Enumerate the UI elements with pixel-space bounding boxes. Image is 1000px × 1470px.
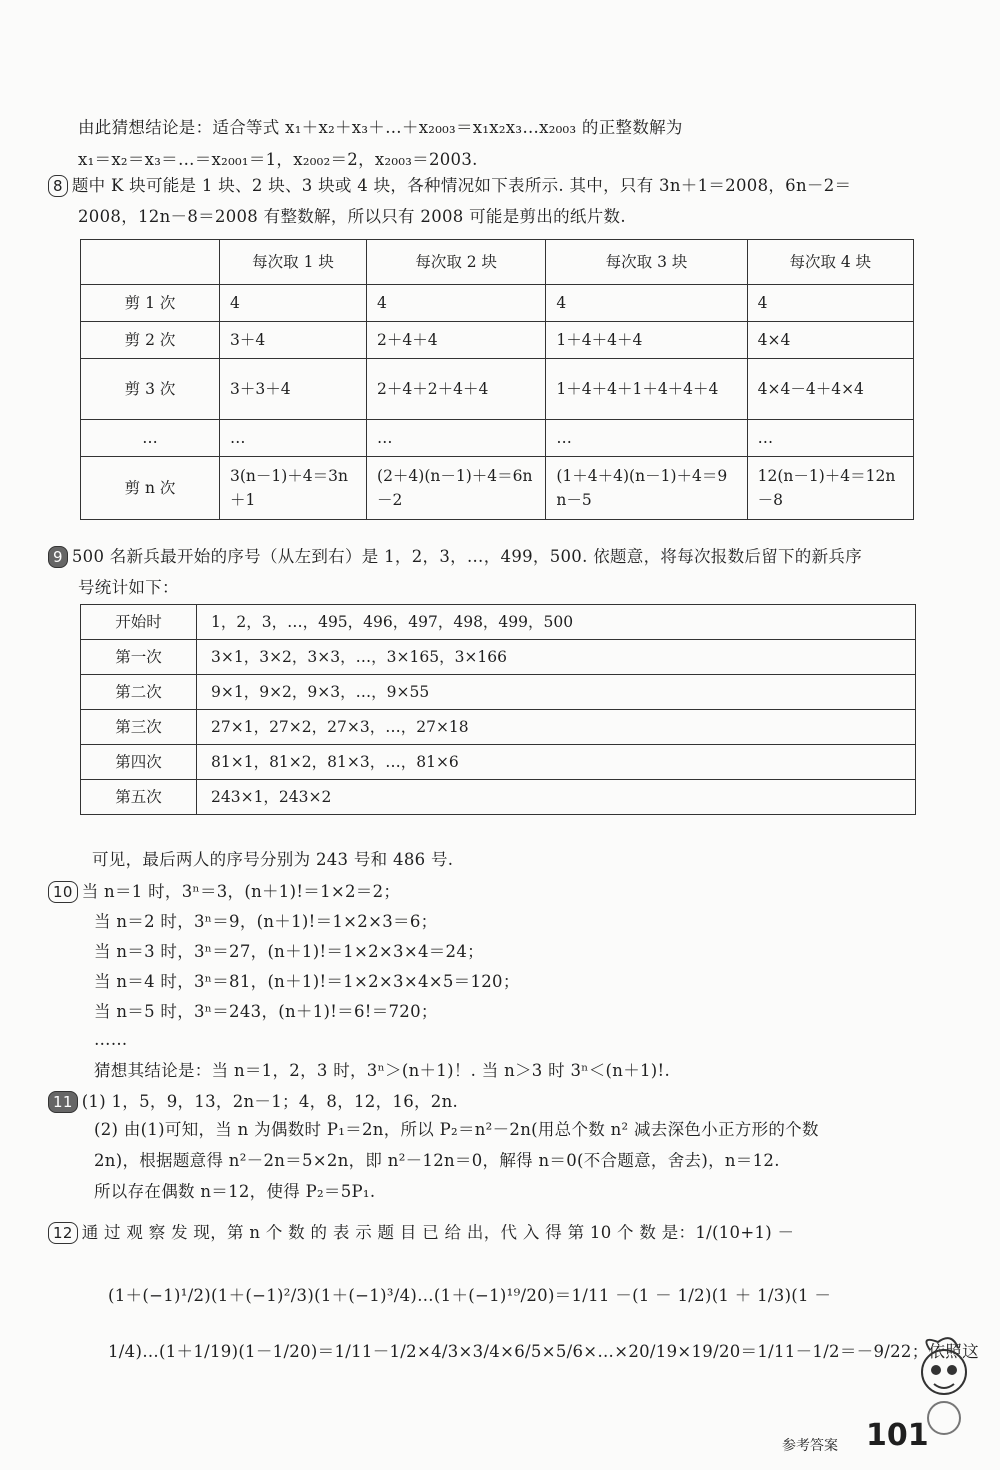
table-cell: 1＋4＋4＋4 <box>546 322 747 359</box>
table-header-cell: 每次取 4 块 <box>747 240 913 285</box>
row-header: 剪 1 次 <box>81 285 220 322</box>
row-header: 剪 2 次 <box>81 322 220 359</box>
table-cell: 4 <box>546 285 747 322</box>
table-cell: 4 <box>367 285 546 322</box>
row-header: 第五次 <box>81 780 197 815</box>
table-row <box>81 359 914 420</box>
table-row <box>81 605 916 640</box>
question-10-line-4: 当 n＝4 时，3ⁿ＝81，(n＋1)!＝1×2×3×4×5＝120； <box>94 972 520 991</box>
question-11-line-1 <box>48 1088 458 1116</box>
question-8-text-1: 题中 K 块可能是 1 块、2 块、3 块或 4 块，各种情况如下表所示. 其中，只有 3n＋1＝2008，6n－2＝ <box>71 176 852 195</box>
table-row <box>81 780 916 815</box>
question-11-number: 11 <box>48 1091 78 1113</box>
row-header: 第三次 <box>81 710 197 745</box>
table-cell: 4×4 <box>747 322 913 359</box>
table-cell: 81×1，81×2，81×3，…，81×6 <box>197 745 916 780</box>
question-10-line-2: 当 n＝2 时，3ⁿ＝9，(n＋1)!＝1×2×3＝6； <box>94 912 438 931</box>
row-header: 开始时 <box>81 605 197 640</box>
row-header: 剪 3 次 <box>81 359 220 420</box>
question-12-line-3: 1/4)…(1＋1/19)(1－1/20)＝1/11－1/2×4/3×3/4×6/5×5/6×…×20/19×19/20＝1/11－1/2＝－9/22；依照这 <box>108 1342 979 1361</box>
question-11-line-2: (2) 由(1)可知，当 n 为偶数时 P₁＝2n，所以 P₂＝n²－2n(用总个数 n² 减去深色小正方形的个数 <box>94 1120 819 1139</box>
table-cell: 9×1，9×2，9×3，…，9×55 <box>197 675 916 710</box>
table-cell: 243×1，243×2 <box>197 780 916 815</box>
table-row <box>81 285 914 322</box>
question-8-number: 8 <box>48 175 68 197</box>
table-cell: … <box>747 420 913 457</box>
question-11-line-3: 2n)，根据题意得 n²－2n＝5×2n，即 n²－12n＝0，解得 n＝0(不合题意，舍去)，n＝12. <box>94 1151 780 1170</box>
table-cell: … <box>546 420 747 457</box>
table-row <box>81 322 914 359</box>
question-10-line-3: 当 n＝3 时，3ⁿ＝27，(n＋1)!＝1×2×3×4＝24； <box>94 942 484 961</box>
question-9-conclusion: 可见，最后两人的序号分别为 243 号和 486 号. <box>92 850 454 869</box>
page-number: 101 <box>866 1418 929 1453</box>
cut-pieces-table <box>80 239 914 520</box>
table-header-row <box>81 240 914 285</box>
question-10-number: 10 <box>48 881 78 903</box>
question-11-text-1: (1) 1，5，9，13，2n－1；4，8，12，16，2n. <box>81 1092 459 1111</box>
table-cell: (1＋4＋4)(n－1)＋4＝9n－5 <box>546 457 747 520</box>
table-cell: 3×1，3×2，3×3，…，3×165，3×166 <box>197 640 916 675</box>
question-9-number: 9 <box>48 546 68 568</box>
table-cell: 12(n－1)＋4＝12n－8 <box>747 457 913 520</box>
table-row <box>81 675 916 710</box>
question-8-line-1 <box>48 172 851 200</box>
table-cell: 2＋4＋4 <box>367 322 546 359</box>
table-row <box>81 420 914 457</box>
question-10-line-7: 猜想其结论是：当 n＝1，2，3 时，3ⁿ＞(n＋1)！. 当 n＞3 时 3ⁿ＜(n＋1)!. <box>94 1061 671 1080</box>
question-10-line-6: …… <box>94 1030 128 1049</box>
question-12-line-1 <box>48 1219 794 1247</box>
table-cell: 3＋4 <box>220 322 367 359</box>
question-9-line-1 <box>48 543 862 571</box>
table-row <box>81 745 916 780</box>
table-cell: 4 <box>220 285 367 322</box>
table-header-cell: 每次取 1 块 <box>220 240 367 285</box>
table-row <box>81 640 916 675</box>
conclusion-line-1: 由此猜想结论是：适合等式 x₁＋x₂＋x₃＋…＋x₂₀₀₃＝x₁x₂x₃…x₂₀₀₃ 的正整数解为 <box>78 118 683 137</box>
table-cell: 1＋4＋4＋1＋4＋4＋4 <box>546 359 747 420</box>
row-header: 第一次 <box>81 640 197 675</box>
table-cell: … <box>220 420 367 457</box>
row-header: 第四次 <box>81 745 197 780</box>
table-cell: 4×4－4＋4×4 <box>747 359 913 420</box>
table-cell: … <box>367 420 546 457</box>
table-cell: 1，2，3，…，495，496，497，498，499，500 <box>197 605 916 640</box>
question-9-line-2: 号统计如下： <box>78 578 179 597</box>
question-8-line-2: 2008，12n－8＝2008 有整数解，所以只有 2008 可能是剪出的纸片数. <box>78 207 626 226</box>
table-row <box>81 710 916 745</box>
table-header-cell: 每次取 3 块 <box>546 240 747 285</box>
question-12-line-2: (1＋(−1)¹/2)(1＋(−1)²/3)(1＋(−1)³/4)…(1＋(−1)¹⁹/20)＝1/11 －(1 － 1/2)(1 ＋ 1/3)(1 － <box>108 1286 832 1305</box>
table-row <box>81 457 914 520</box>
row-header: 剪 n 次 <box>81 457 220 520</box>
table-cell: 27×1，27×2，27×3，…，27×18 <box>197 710 916 745</box>
table-header-cell <box>81 240 220 285</box>
row-header: 第二次 <box>81 675 197 710</box>
row-header: … <box>81 420 220 457</box>
recruit-number-table <box>80 604 916 815</box>
question-12-text-1: 通 过 观 察 发 现，第 n 个 数 的 表 示 题 目 已 给 出，代 入 得 第 10 个 数 是：1/(10+1) － <box>81 1223 795 1242</box>
question-12-number: 12 <box>48 1222 78 1244</box>
table-cell: 3(n－1)＋4＝3n＋1 <box>220 457 367 520</box>
table-cell: 2＋4＋2＋4＋4 <box>367 359 546 420</box>
table-cell: (2＋4)(n－1)＋4＝6n－2 <box>367 457 546 520</box>
question-10-line-1 <box>48 878 400 906</box>
table-cell: 3＋3＋4 <box>220 359 367 420</box>
table-header-cell: 每次取 2 块 <box>367 240 546 285</box>
question-9-text-1: 500 名新兵最开始的序号（从左到右）是 1，2，3，…，499，500. 依题意，将每次报数后留下的新兵序 <box>71 547 862 566</box>
footer-section-label: 参考答案 <box>782 1438 838 1454</box>
question-11-line-4: 所以存在偶数 n＝12，使得 P₂＝5P₁. <box>94 1182 376 1201</box>
question-10-line-5: 当 n＝5 时，3ⁿ＝243，(n＋1)!＝6!＝720； <box>94 1002 438 1021</box>
question-10-text-1: 当 n＝1 时，3ⁿ＝3，(n＋1)!＝1×2＝2； <box>81 882 401 901</box>
table-cell: 4 <box>747 285 913 322</box>
conclusion-line-2: x₁＝x₂＝x₃＝…＝x₂₀₀₁＝1，x₂₀₀₂＝2，x₂₀₀₃＝2003. <box>78 150 478 169</box>
